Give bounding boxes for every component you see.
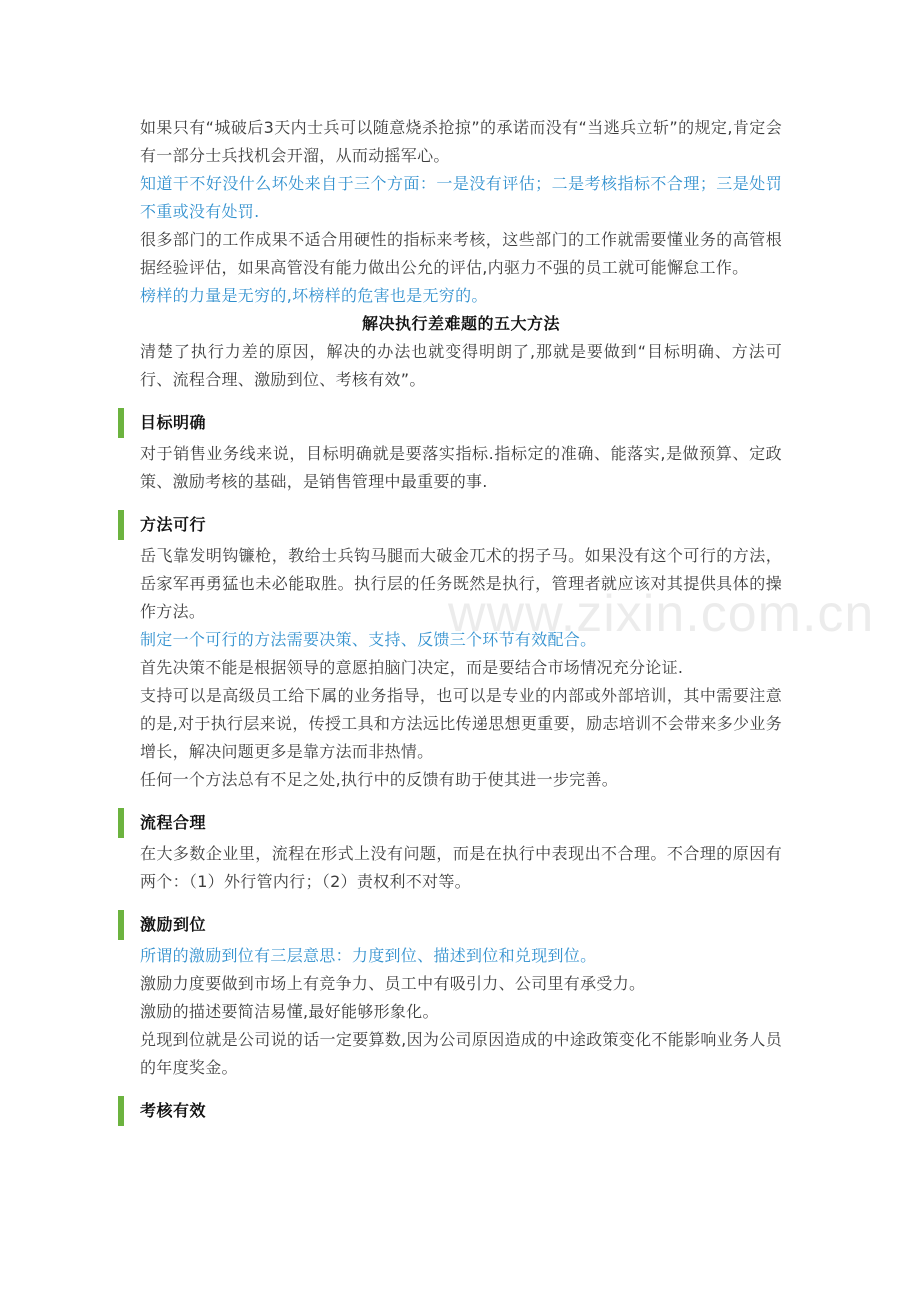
section-heading: 流程合理 [140, 813, 207, 832]
section-effective-incentive [140, 908, 782, 1082]
section-body [140, 440, 782, 496]
section-paragraph: 在大多数企业里，流程在形式上没有问题，而是在执行中表现出不合理。不合理的原因有两个：（1）外行管内行；（2）责权利不对等。 [140, 844, 782, 891]
section-heading: 目标明确 [140, 413, 207, 432]
section-body [140, 942, 782, 1082]
section-paragraph: 激励力度要做到市场上有竞争力、员工中有吸引力、公司里有承受力。 [140, 974, 646, 993]
watermark: www.zixin.com.cn [448, 585, 875, 643]
section-heading: 方法可行 [140, 515, 207, 534]
section-goal-clarity [140, 406, 782, 496]
intro-paragraph-1: 如果只有“城破后3天内士兵可以随意烧杀抢掠”的承诺而没有“当逃兵立斩”的规定,肯定会有一部分士兵找机会开溜，从而动摇军心。 [140, 118, 782, 165]
section-body [140, 542, 782, 794]
section-header [140, 406, 782, 440]
section-marker-bar [118, 408, 124, 438]
section-body [140, 840, 782, 896]
intro-paragraph-4-highlight: 榜样的力量是无穷的,坏榜样的危害也是无穷的。 [140, 286, 488, 305]
section-marker-bar [118, 510, 124, 540]
document-body [140, 114, 782, 1128]
section-paragraph: 对于销售业务线来说，目标明确就是要落实指标.指标定的准确、能落实,是做预算、定政策、激励考核的基础，是销售管理中最重要的事. [140, 444, 782, 491]
section-heading: 激励到位 [140, 915, 207, 934]
section-paragraph: 兑现到位就是公司说的话一定要算数,因为公司原因造成的中途政策变化不能影响业务人员的年度奖金。 [140, 1030, 782, 1077]
section-paragraph-highlight: 制定一个可行的方法需要决策、支持、反馈三个环节有效配合。 [140, 630, 597, 649]
section-reasonable-process [140, 806, 782, 896]
section-paragraph: 首先决策不能是根据领导的意愿拍脑门决定，而是要结合市场情况充分论证. [140, 658, 684, 677]
section-paragraph: 任何一个方法总有不足之处,执行中的反馈有助于使其进一步完善。 [140, 770, 619, 789]
section-paragraph: 激励的描述要简洁易懂,最好能够形象化。 [140, 1002, 439, 1021]
section-effective-assessment [140, 1094, 782, 1128]
section-header [140, 806, 782, 840]
intro-paragraph-2-highlight: 知道干不好没什么坏处来自于三个方面：一是没有评估；二是考核指标不合理；三是处罚不重或没有处罚. [140, 174, 782, 221]
intro-block [140, 114, 782, 310]
section-paragraph: 岳飞靠发明钩镰枪，教给士兵钩马腿而大破金兀术的拐子马。如果没有这个可行的方法，岳家军再勇猛也未必能取胜。执行层的任务既然是执行，管理者就应该对其提供具体的操作方法。 [140, 546, 782, 621]
section-header [140, 908, 782, 942]
section-heading: 考核有效 [140, 1101, 207, 1120]
section-paragraph: 支持可以是高级员工给下属的业务指导，也可以是专业的内部或外部培训，其中需要注意的是,对于执行层来说，传授工具和方法远比传递思想更重要，励志培训不会带来多少业务增长，解决问题更多是靠方法而非热情。 [140, 686, 782, 761]
section-header [140, 1094, 782, 1128]
section-feasible-method [140, 508, 782, 794]
section-header [140, 508, 782, 542]
section-marker-bar [118, 1096, 124, 1126]
summary-paragraph: 清楚了执行力差的原因，解决的办法也就变得明朗了,那就是要做到“目标明确、方法可行、流程合理、激励到位、考核有效”。 [140, 342, 782, 389]
section-marker-bar [118, 910, 124, 940]
section-paragraph-highlight: 所谓的激励到位有三层意思：力度到位、描述到位和兑现到位。 [140, 946, 597, 965]
section-marker-bar [118, 808, 124, 838]
document-title: 解决执行差难题的五大方法 [361, 314, 560, 333]
intro-paragraph-3: 很多部门的工作成果不适合用硬性的指标来考核，这些部门的工作就需要懂业务的高管根据经验评估，如果高管没有能力做出公允的评估,内驱力不强的员工就可能懈怠工作。 [140, 230, 782, 277]
